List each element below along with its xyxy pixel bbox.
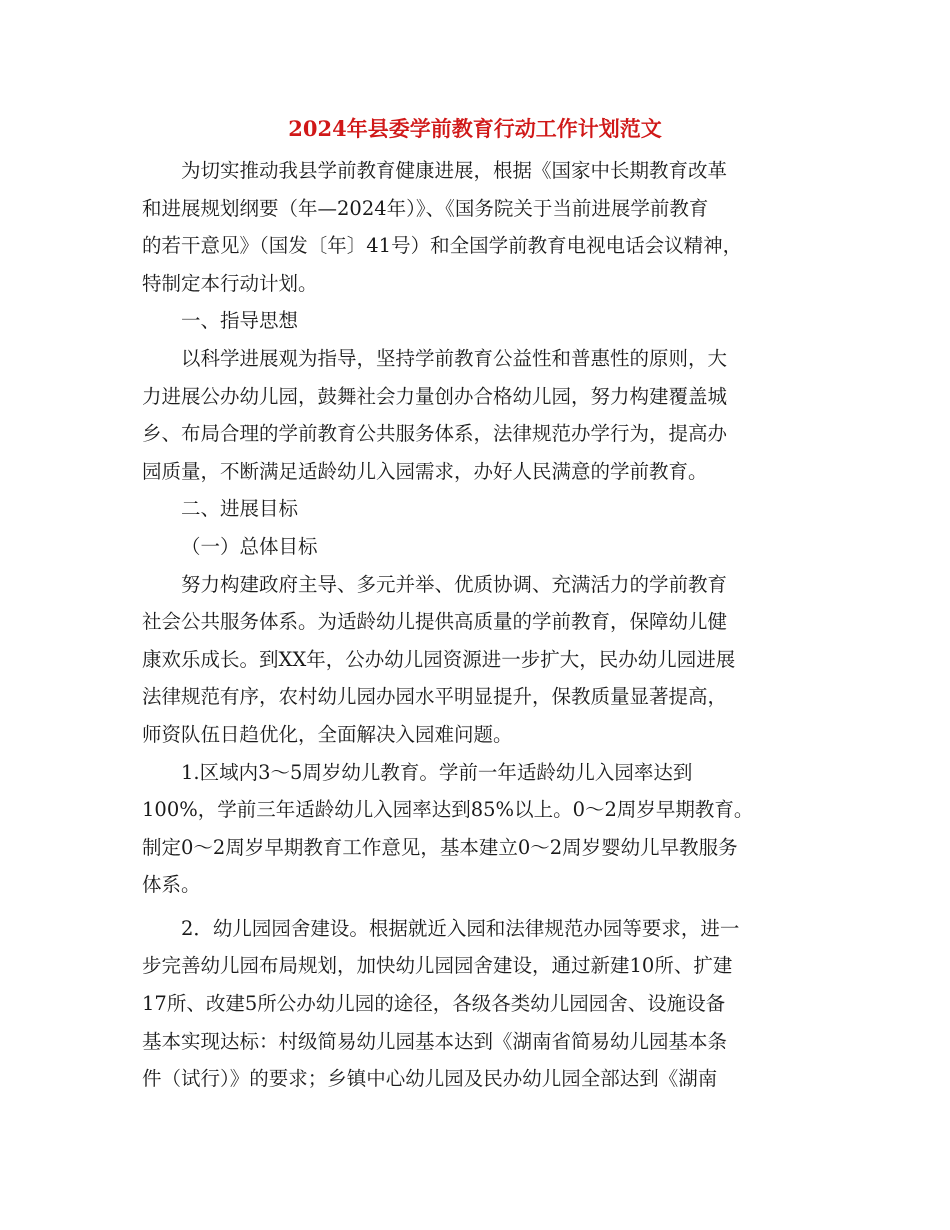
text-line: 为切实推动我县学前教育健康进展，根据《国家中长期教育改革 — [181, 159, 728, 182]
text-line: 1.区域内3～5周岁幼儿教育。学前一年适龄幼儿入园率达到 — [181, 760, 693, 784]
text-line: 步完善幼儿园布局规划，加快幼儿园园舍建设，通过新建10所、扩建 — [142, 954, 733, 978]
text-line: 一、指导思想 — [181, 309, 299, 333]
subsection-heading-overall-goals — [142, 528, 812, 566]
text-line: 17所、改建5所公办幼儿园的途径，各级各类幼儿园园舍、设施设备 — [142, 992, 726, 1016]
text-line: 法律规范有序，农村幼儿园办园水平明显提升，保教质量显著提高， — [142, 685, 728, 709]
paragraph-intro — [142, 152, 812, 302]
text-line: 制定0～2周岁早期教育工作意见，基本建立0～2周岁婴幼儿早教服务 — [142, 835, 738, 859]
document-body — [142, 152, 812, 1098]
section-heading-guiding-thought — [142, 302, 812, 340]
text-line: 的若干意见》（国发〔年〕41号）和全国学前教育电视电话会议精神， — [142, 234, 743, 258]
text-line: 体系。 — [142, 873, 201, 897]
text-line: 以科学进展观为指导，坚持学前教育公益性和普惠性的原则，大 — [181, 346, 728, 370]
text-line: 2．幼儿园园舍建设。根据就近入园和法律规范办园等要求，进一 — [181, 916, 740, 940]
text-line: 园质量，不断满足适龄幼儿入园需求，办好人民满意的学前教育。 — [142, 459, 708, 483]
text-line: 二、进展目标 — [181, 497, 299, 521]
text-line: 件（试行）》的要求；乡镇中心幼儿园及民办幼儿园全部达到《湖南 — [142, 1067, 718, 1091]
text-line: 康欢乐成长。到XX年，公办幼儿园资源进一步扩大，民办幼儿园进展 — [142, 647, 736, 671]
paragraph-guiding-thought — [142, 340, 812, 490]
text-line: （一）总体目标 — [181, 534, 318, 558]
paragraph-item-2 — [142, 910, 812, 1098]
text-line: 努力构建政府主导、多元并举、优质协调、充满活力的学前教育 — [181, 572, 728, 596]
paragraph-overall-goals — [142, 566, 812, 754]
document-title: 2024年县委学前教育行动工作计划范文 — [288, 116, 662, 141]
text-line: 力进展公办幼儿园，鼓舞社会力量创办合格幼儿园，努力构建覆盖城 — [142, 384, 728, 408]
section-heading-goals — [142, 490, 812, 528]
paragraph-item-1 — [142, 754, 812, 904]
text-line: 师资队伍日趋优化，全面解决入园难问题。 — [142, 722, 513, 746]
text-line: 社会公共服务体系。为适龄幼儿提供高质量的学前教育，保障幼儿健 — [142, 610, 728, 634]
text-line: 100%，学前三年适龄幼儿入园率达到85%以上。0～2周岁早期教育。 — [142, 798, 754, 822]
text-line: 乡、布局合理的学前教育公共服务体系，法律规范办学行为，提高办 — [142, 422, 728, 446]
text-line: 特制定本行动计划。 — [142, 271, 318, 295]
text-line: 基本实现达标：村级简易幼儿园基本达到《湖南省简易幼儿园基本条 — [142, 1029, 728, 1053]
text-line: 和进展规划纲要（年—2024年）》、《国务院关于当前进展学前教育 — [142, 196, 709, 220]
